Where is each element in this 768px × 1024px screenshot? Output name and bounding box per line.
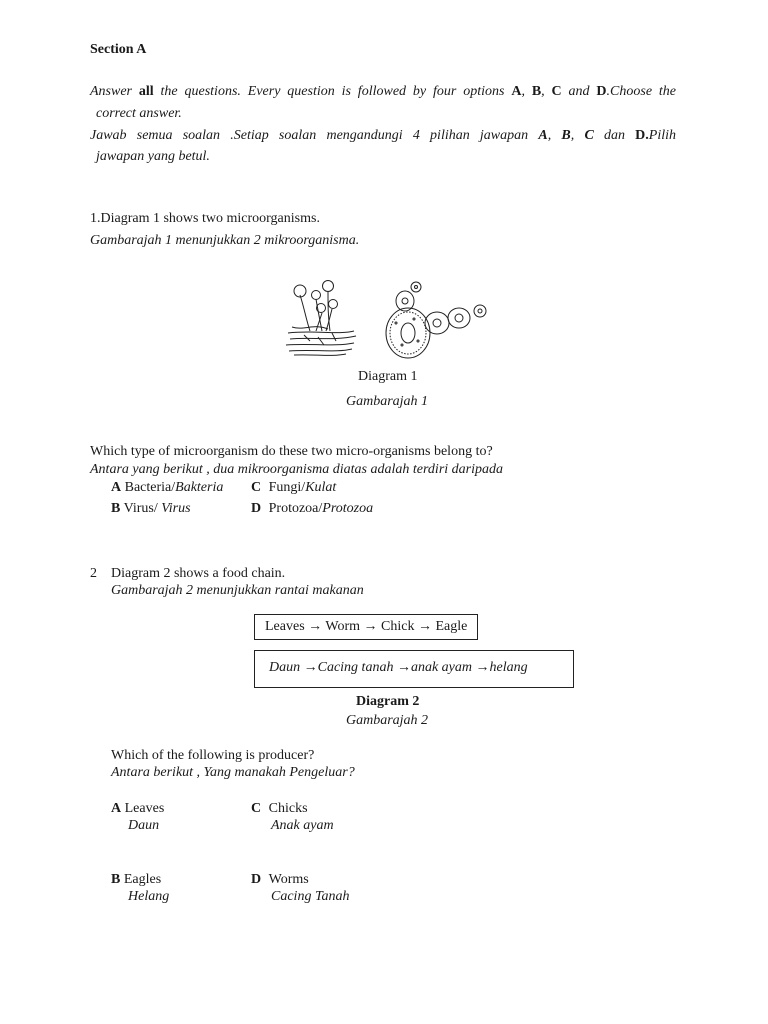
q2-option-d[interactable] — [251, 872, 349, 905]
option-text-en: Bacteria/ — [124, 480, 176, 495]
section-title: Section A — [90, 42, 147, 57]
option-text-en: Protozoa/ — [268, 501, 323, 516]
instr-en-text: the questions. Every question is followed by four options — [153, 84, 512, 99]
option-text-ms: Protozoa — [322, 501, 374, 516]
instr-ms-option-c: C — [584, 128, 594, 143]
instr-ms-option-b: B — [561, 128, 571, 143]
instructions-en-line1 — [90, 84, 676, 100]
q2-question-en: Which of the following is producer? — [111, 748, 315, 763]
mould-fungus-drawing — [286, 281, 356, 356]
food-chain-ms: Daun →Cacing tanah →anak ayam →helang — [269, 660, 528, 675]
option-letter: B — [111, 872, 121, 887]
instr-ms-tail: Pilih — [648, 128, 677, 143]
diagram-1-caption-ms: Gambarajah 1 — [346, 394, 429, 409]
q1-question-en: Which type of microorganism do these two micro-organisms belong to? — [90, 444, 493, 459]
diagram-1-illustration — [284, 275, 496, 361]
q1-question-ms: Antara yang berikut , dua mikroorganisma diatas adalah terdiri daripada — [90, 462, 503, 477]
q2-stem-ms: Gambarajah 2 menunjukkan rantai makanan — [111, 583, 364, 598]
instr-ms-option-d: D. — [635, 128, 649, 143]
option-text-en: Leaves — [124, 801, 165, 816]
q2-number: 2 — [90, 566, 97, 581]
q2-option-b[interactable] — [111, 872, 169, 905]
yeast-cells-drawing — [386, 282, 486, 358]
q2-option-a[interactable] — [111, 801, 164, 834]
instructions-ms-line1 — [90, 128, 676, 144]
option-text-ms: Bakteria — [175, 480, 224, 495]
option-text-en: Worms — [268, 872, 309, 887]
instr-ms-option-a: A — [538, 128, 548, 143]
q1-option-d[interactable] — [251, 501, 373, 517]
instr-en-and: and — [561, 84, 597, 99]
food-chain-box-en — [254, 614, 478, 640]
instr-en-sep: , — [541, 84, 552, 99]
q2-option-c[interactable] — [251, 801, 334, 834]
q2-question-ms: Antara berikut , Yang manakah Pengeluar? — [111, 765, 355, 780]
instr-en-all: all — [138, 84, 154, 99]
food-chain-box-ms — [254, 650, 574, 688]
option-letter: C — [251, 801, 262, 816]
option-text-en: Fungi/ — [268, 480, 306, 495]
option-text-ms: Virus — [161, 501, 191, 516]
option-text-ms: Helang — [128, 889, 170, 904]
option-text-ms: Daun — [128, 818, 160, 833]
instructions-ms-line2: jawapan yang betul. — [96, 149, 210, 164]
instr-en-option-c: C — [551, 84, 562, 99]
option-text-ms: Cacing Tanah — [271, 889, 350, 904]
food-chain-en: Leaves → Worm → Chick → Eagle — [265, 619, 468, 634]
instr-en-option-a: A — [511, 84, 522, 99]
q1-option-b[interactable] — [111, 501, 191, 517]
q1-stem-ms: Gambarajah 1 menunjukkan 2 mikroorganisma. — [90, 233, 360, 248]
instr-en-text: Answer — [90, 84, 139, 99]
q2-stem-en: Diagram 2 shows a food chain. — [111, 566, 286, 581]
option-letter: A — [111, 801, 122, 816]
option-text-ms: Anak ayam — [271, 818, 334, 833]
option-text-en: Eagles — [123, 872, 162, 887]
option-letter: A — [111, 480, 122, 495]
q1-option-c[interactable] — [251, 480, 336, 496]
diagram-1-caption-en: Diagram 1 — [358, 369, 418, 384]
instr-en-option-b: B — [531, 84, 542, 99]
q1-option-a[interactable] — [111, 480, 223, 496]
option-letter: C — [251, 480, 262, 495]
option-text-en: Chicks — [268, 801, 308, 816]
option-text-en: Virus/ — [123, 501, 162, 516]
instr-ms-sep: , — [547, 128, 562, 143]
instr-ms-sep: , — [570, 128, 585, 143]
diagram-2-caption-ms: Gambarajah 2 — [346, 713, 429, 728]
option-letter: B — [111, 501, 121, 516]
instr-ms-dan: dan — [593, 128, 636, 143]
instr-en-tail: .Choose the — [606, 84, 677, 99]
diagram-2-caption-en: Diagram 2 — [356, 694, 420, 709]
instr-en-sep: , — [521, 84, 532, 99]
option-letter: D — [251, 872, 262, 887]
option-letter: D — [251, 501, 262, 516]
q1-stem-en: 1.Diagram 1 shows two microorganisms. — [90, 211, 320, 226]
option-text-ms: Kulat — [305, 480, 337, 495]
instructions-en-line2: correct answer. — [96, 106, 182, 121]
instr-ms-text: Jawab semua soalan .Setiap soalan mengandungi 4 pilihan jawapan — [90, 128, 539, 143]
instr-en-option-d: D — [596, 84, 607, 99]
